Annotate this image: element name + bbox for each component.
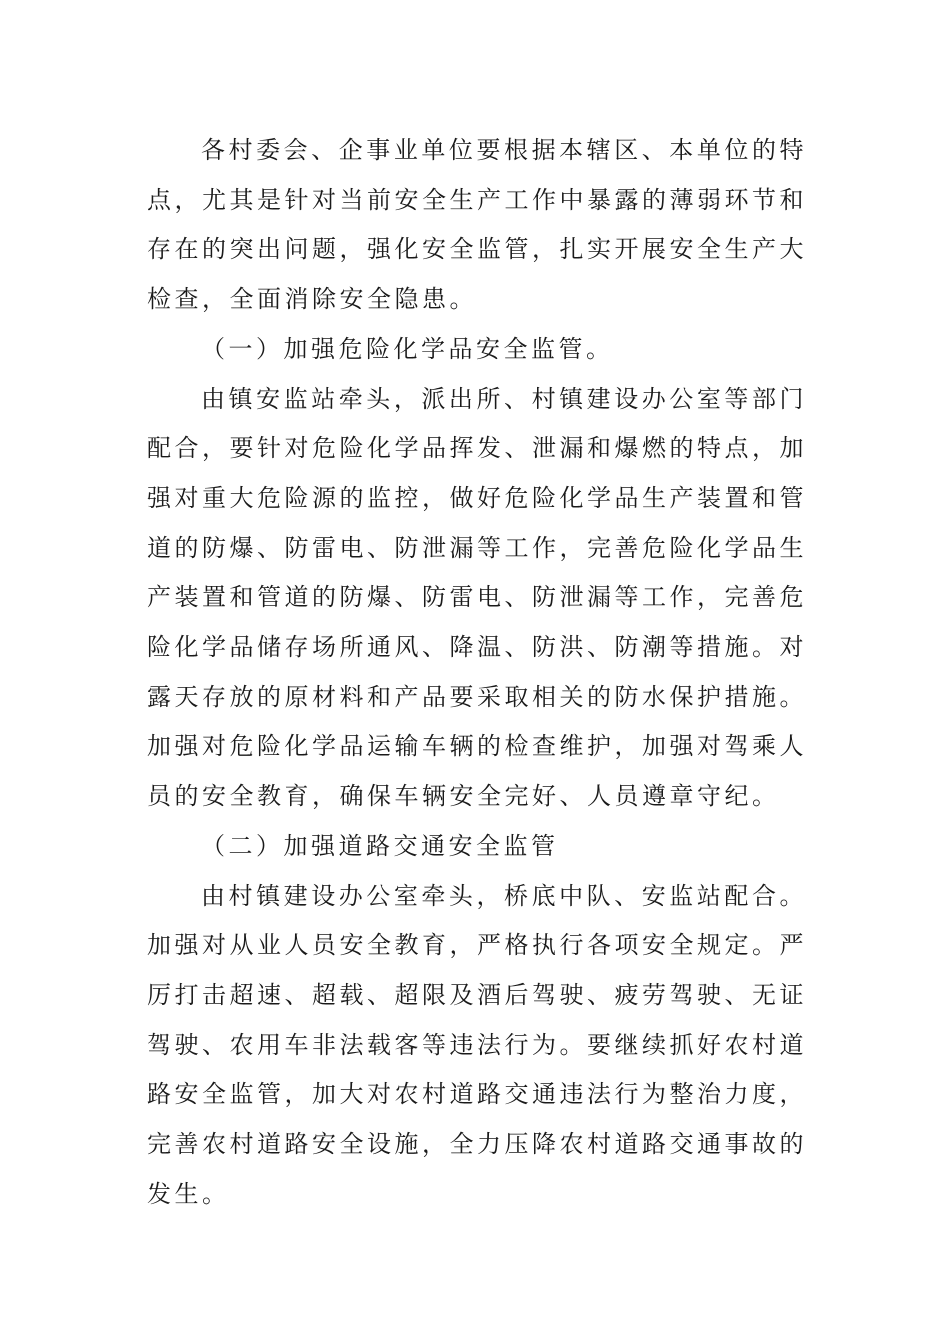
section-heading-road-traffic: （二）加强道路交通安全监管 [201, 831, 559, 860]
paragraph-road-traffic: 由村镇建设办公室牵头，桥底中队、安监站配合。加强对从业人员安全教育，严格执行各项安全规定。严厉打击超速、超载、超限及酒后驾驶、疲劳驾驶、无证驾驶、农用车非法载客等违法行为。要继续抓好农村道路安全监管，加大对农村道路交通违法行为整治力度，完善农村道路安全设施，全力压降农村道路交通事故的发生。 [147, 881, 807, 1208]
paragraph-intro: 各村委会、企事业单位要根据本辖区、本单位的特点，尤其是针对当前安全生产工作中暴露的薄弱环节和存在的突出问题，强化安全监管，扎实开展安全生产大检查，全面消除安全隐患。 [147, 136, 807, 314]
document-body [147, 126, 807, 1219]
paragraph-hazardous-chemicals: 由镇安监站牵头，派出所、村镇建设办公室等部门配合，要针对危险化学品挥发、泄漏和爆燃的特点，加强对重大危险源的监控，做好危险化学品生产装置和管道的防爆、防雷电、防泄漏等工作，完善危险化学品生产装置和管道的防爆、防雷电、防泄漏等工作，完善危险化学品储存场所通风、降温、防洪、防潮等措施。对露天存放的原材料和产品要采取相关的防水保护措施。加强对危险化学品运输车辆的检查维护，加强对驾乘人员的安全教育，确保车辆安全完好、人员遵章守纪。 [147, 384, 807, 811]
section-heading-hazardous-chemicals: （一）加强危险化学品安全监管。 [201, 334, 614, 363]
